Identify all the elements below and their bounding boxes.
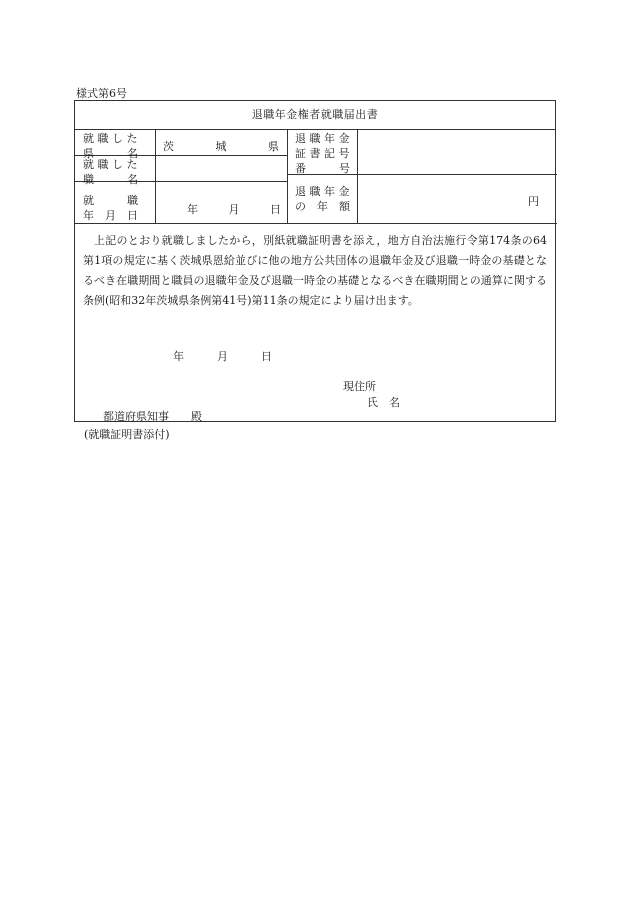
label-line: 職 名	[83, 173, 138, 186]
col-divider	[155, 129, 156, 223]
date-month: 月	[228, 203, 240, 216]
pension-amount-label	[295, 184, 351, 214]
label-line: 番 号	[295, 162, 350, 175]
employment-date-label	[83, 193, 149, 223]
label-line: 退 職 年 金	[295, 132, 350, 145]
label-line: 退 職 年 金	[295, 185, 350, 198]
notification-form	[74, 100, 556, 422]
addressee: 都道府県知事 殿	[103, 410, 202, 423]
prefecture-char: 県	[268, 140, 279, 153]
label-line: 証 書 記 号	[295, 147, 350, 160]
form-number: 様式第6号	[76, 87, 127, 100]
employment-date-value[interactable]	[187, 201, 281, 217]
label-line: 就 職 し た	[83, 158, 138, 171]
pension-amount-value[interactable]	[365, 193, 539, 209]
submission-month: 月	[217, 350, 228, 363]
yen-unit: 円	[528, 195, 539, 208]
prefecture-char: 茨	[163, 140, 174, 153]
pension-certificate-label	[295, 131, 351, 176]
attachment-note: (就職証明書添付)	[84, 428, 170, 441]
date-year: 年	[187, 203, 198, 216]
label-line: 年 月 日	[83, 209, 138, 222]
address-label: 現住所	[343, 380, 376, 393]
position-label	[83, 157, 149, 187]
prefecture-value[interactable]	[163, 138, 279, 154]
label-line: 県 名	[83, 147, 138, 160]
label-line: の 年 額	[295, 200, 350, 213]
form-title: 退職年金権者就職届出書	[75, 101, 555, 130]
prefecture-char: 城	[215, 140, 227, 153]
submission-year: 年	[173, 350, 184, 363]
date-day: 日	[270, 203, 281, 216]
declaration-text: 上記のとおり就職しましたから，別紙就職証明書を添え，地方自治法施行令第174条の64第1項の規定に基く茨城県恩給並びに他の地方公共団体の退職年金及び退職一時金の基礎となるべき在職期間と職員の退職年金及び退職一時金の基礎となるべき在職期間との通算に関する条例(昭和32年茨城県条例第41号)第11条の規定により届け出ます。	[83, 234, 547, 307]
submission-day: 日	[261, 350, 272, 363]
col-divider	[357, 129, 358, 223]
label-line: 就 職 し た	[83, 132, 138, 145]
submission-date[interactable]	[173, 348, 272, 364]
name-label: 氏 名	[367, 396, 400, 409]
row-divider	[75, 223, 557, 224]
label-line: 就 職	[83, 194, 138, 207]
col-divider	[287, 129, 288, 223]
